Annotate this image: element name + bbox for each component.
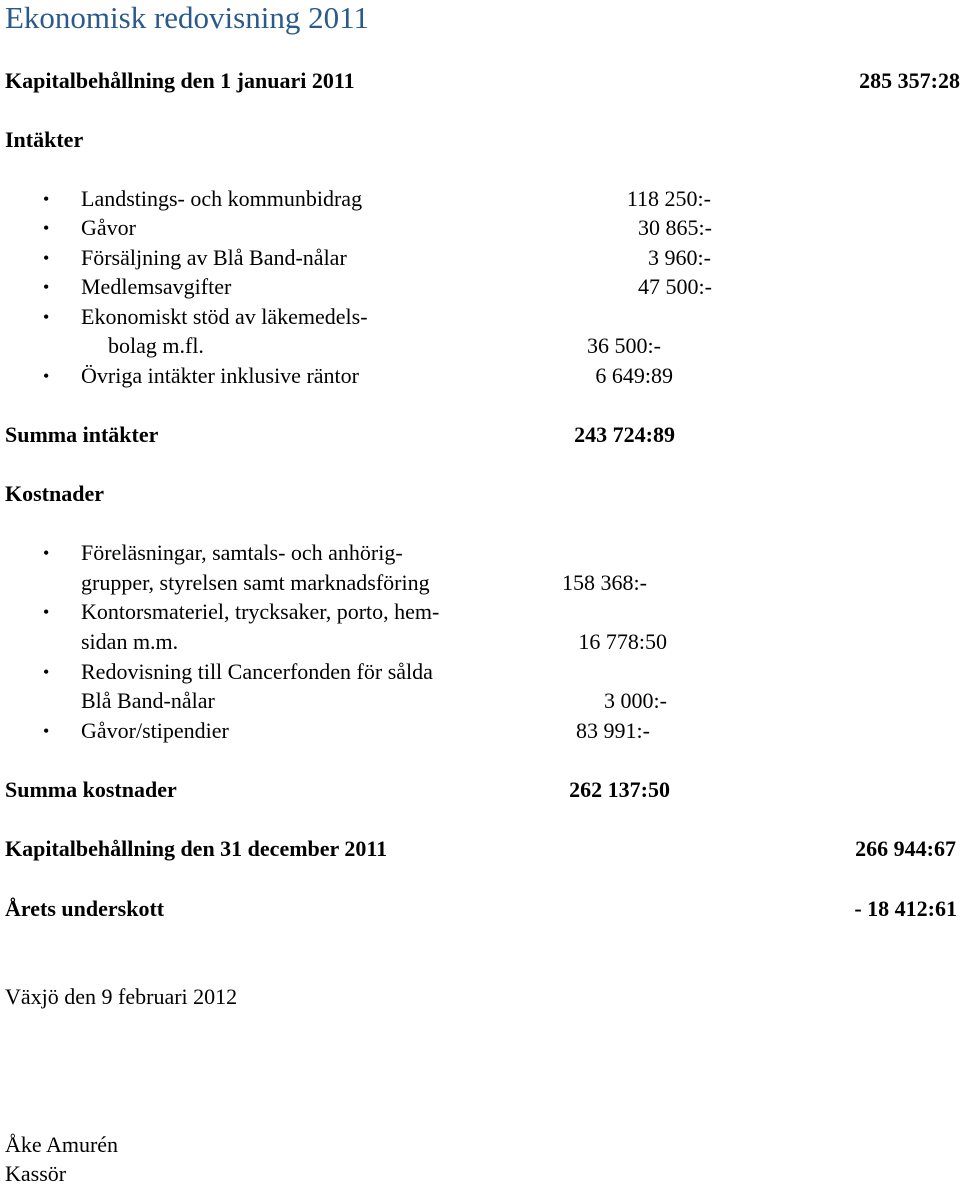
bullet-icon: • bbox=[43, 721, 50, 741]
income-item-label: Försäljning av Blå Band-nålar bbox=[81, 245, 347, 270]
place-date: Växjö den 9 februari 2012 bbox=[5, 984, 238, 1009]
cost-item-value: 158 368:- bbox=[562, 570, 647, 595]
deficit-label: Årets underskott bbox=[5, 896, 165, 921]
cost-item-label: Gåvor/stipendier bbox=[81, 718, 229, 743]
income-item-label: Landstings- och kommunbidrag bbox=[81, 186, 363, 211]
income-item-label: Gåvor bbox=[81, 215, 136, 240]
opening-balance-value: 285 357:28 bbox=[859, 68, 960, 93]
income-heading: Intäkter bbox=[5, 127, 84, 152]
bullet-icon: • bbox=[43, 189, 50, 209]
cost-item-label-cont: Blå Band-nålar bbox=[81, 688, 215, 713]
bullet-icon: • bbox=[43, 307, 50, 327]
closing-balance-label: Kapitalbehållning den 31 december 2011 bbox=[5, 836, 388, 861]
income-item-value: 6 649:89 bbox=[595, 363, 673, 388]
bullet-icon: • bbox=[43, 602, 50, 622]
opening-balance-label: Kapitalbehållning den 1 januari 2011 bbox=[5, 68, 355, 93]
cost-item-value: 16 778:50 bbox=[578, 629, 667, 654]
costs-total-label: Summa kostnader bbox=[5, 777, 177, 802]
bullet-icon: • bbox=[43, 218, 50, 238]
income-item-value: 30 865:- bbox=[638, 215, 712, 240]
cost-item-value: 83 991:- bbox=[576, 718, 650, 743]
bullet-icon: • bbox=[43, 366, 50, 386]
cost-item-label: Föreläsningar, samtals- och anhörig- bbox=[81, 540, 403, 565]
income-item-label: Övriga intäkter inklusive räntor bbox=[81, 363, 359, 388]
bullet-icon: • bbox=[43, 248, 50, 268]
signature-role: Kassör bbox=[5, 1161, 67, 1186]
signature-name: Åke Amurén bbox=[5, 1132, 119, 1157]
income-item-value: 47 500:- bbox=[638, 274, 712, 299]
income-item-label-cont: bolag m.fl. bbox=[108, 333, 204, 358]
income-item-label: Medlemsavgifter bbox=[81, 274, 232, 299]
costs-heading: Kostnader bbox=[5, 481, 104, 506]
cost-item-label: Kontorsmateriel, trycksaker, porto, hem- bbox=[81, 599, 440, 624]
closing-balance-value: 266 944:67 bbox=[855, 836, 956, 861]
deficit-value: - 18 412:61 bbox=[854, 896, 957, 921]
income-item-value: 118 250:- bbox=[626, 186, 711, 211]
income-total-value: 243 724:89 bbox=[574, 422, 675, 447]
income-item-value: 36 500:- bbox=[587, 333, 661, 358]
income-item-value: 3 960:- bbox=[648, 245, 711, 270]
bullet-icon: • bbox=[43, 277, 50, 297]
cost-item-value: 3 000:- bbox=[604, 688, 667, 713]
cost-item-label-cont: grupper, styrelsen samt marknadsföring bbox=[81, 570, 430, 595]
bullet-icon: • bbox=[43, 662, 50, 682]
page-title: Ekonomisk redovisning 2011 bbox=[5, 0, 369, 35]
income-total-label: Summa intäkter bbox=[5, 422, 159, 447]
cost-item-label: Redovisning till Cancerfonden för sålda bbox=[81, 659, 433, 684]
cost-item-label-cont: sidan m.m. bbox=[81, 629, 179, 654]
income-item-label: Ekonomiskt stöd av läkemedels- bbox=[81, 304, 368, 329]
bullet-icon: • bbox=[43, 543, 50, 563]
costs-total-value: 262 137:50 bbox=[569, 777, 670, 802]
